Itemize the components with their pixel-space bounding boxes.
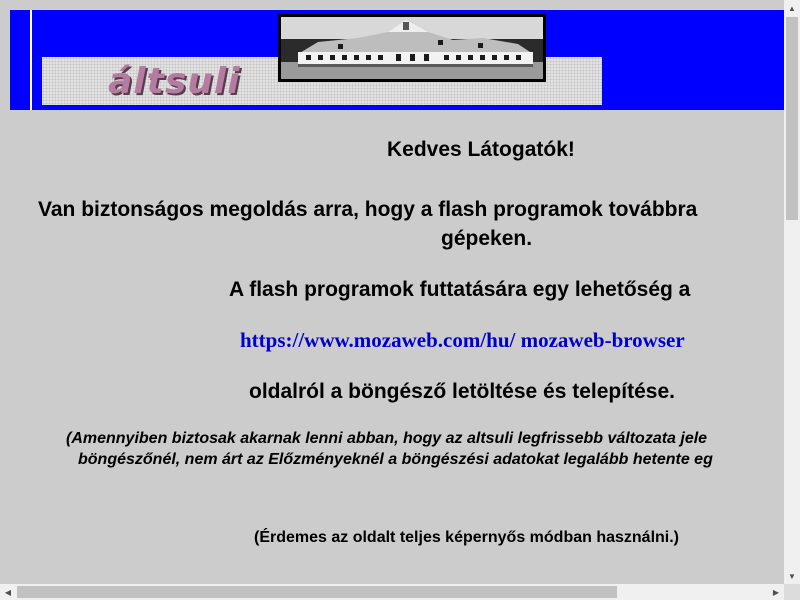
vertical-scroll-thumb[interactable]	[786, 17, 798, 220]
scroll-down-arrow-icon[interactable]: ▼	[788, 571, 796, 581]
flash-notice-line-1: Van biztonságos megoldás arra, hogy a flash programok továbbra	[38, 198, 698, 221]
flash-notice-line-4: oldalról a böngésző letöltése és telepítése.	[249, 380, 675, 403]
fullscreen-tip: (Érdemes az oldalt teljes képernyős módban használni.)	[254, 529, 680, 546]
scrollbar-corner	[784, 584, 800, 600]
browser-link-row	[240, 328, 685, 353]
flash-notice-line-2: gépeken.	[441, 227, 533, 250]
scroll-right-arrow-icon[interactable]: ▶	[772, 587, 780, 597]
horizontal-scroll-thumb[interactable]	[17, 586, 617, 598]
mozaweb-browser-link[interactable]: mozaweb-browser	[520, 328, 685, 352]
school-building-image	[278, 14, 546, 82]
scroll-left-arrow-icon[interactable]: ◀	[4, 587, 12, 597]
mozaweb-url-link[interactable]: https://www.mozaweb.com/hu/	[240, 328, 516, 352]
cache-hint-line-2: böngészőnél, nem árt az Előzményeknél a böngészési adatokat legalább hetente eg	[78, 451, 713, 468]
cache-hint-line-1: (Amennyiben biztosak akarnak lenni abban, hogy az altsuli legfrissebb változata jele	[66, 430, 708, 447]
greeting-heading: Kedves Látogatók!	[387, 138, 575, 161]
scroll-up-arrow-icon[interactable]: ▲	[788, 3, 796, 13]
site-logo: áltsuli	[108, 61, 241, 102]
flash-notice-line-3: A flash programok futtatására egy lehetőség a	[229, 278, 691, 301]
banner-divider	[30, 10, 32, 110]
